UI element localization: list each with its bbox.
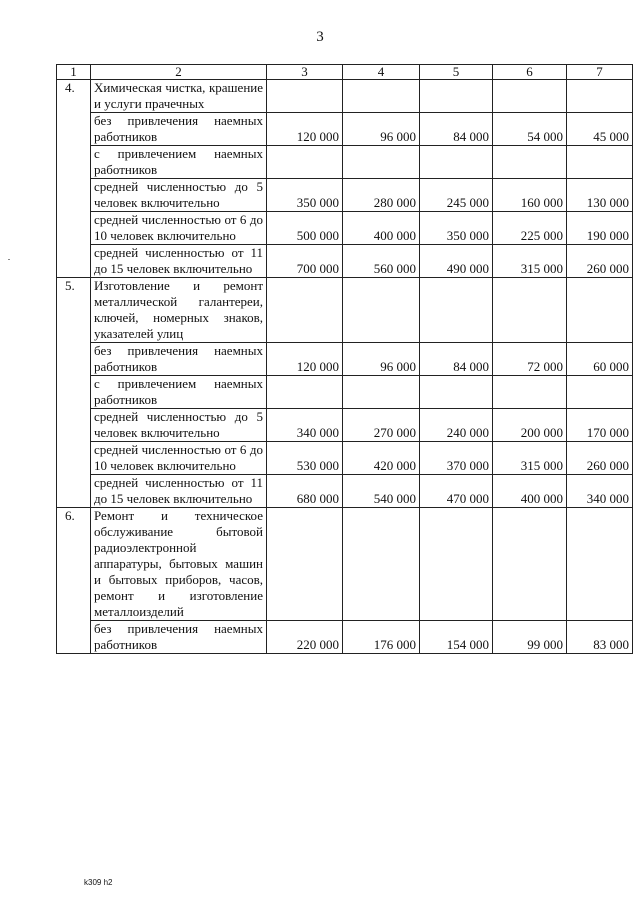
table-row — [57, 376, 633, 409]
section-index: 5. — [57, 278, 91, 508]
rate-value: 500 000 — [267, 212, 343, 245]
rate-value: 350 000 — [267, 179, 343, 212]
rate-value: 400 000 — [343, 212, 420, 245]
rate-value: 83 000 — [567, 621, 633, 654]
rate-value — [493, 146, 567, 179]
row-label: средней численностью от 11 до 15 человек включительно — [91, 475, 267, 508]
rate-value: 190 000 — [567, 212, 633, 245]
empty-cell — [493, 80, 567, 113]
column-number: 5 — [420, 65, 493, 80]
rate-value: 96 000 — [343, 113, 420, 146]
rate-value: 315 000 — [493, 442, 567, 475]
rate-value: 350 000 — [420, 212, 493, 245]
row-label: с привлечением наемных работников — [91, 376, 267, 409]
empty-cell — [343, 508, 420, 621]
empty-cell — [420, 508, 493, 621]
column-number: 4 — [343, 65, 420, 80]
empty-cell — [267, 278, 343, 343]
column-number: 6 — [493, 65, 567, 80]
row-label: с привлечением наемных работников — [91, 146, 267, 179]
rate-value: 220 000 — [267, 621, 343, 654]
table-row — [57, 409, 633, 442]
rate-value: 72 000 — [493, 343, 567, 376]
row-label: средней численностью от 11 до 15 человек включительно — [91, 245, 267, 278]
rate-value — [343, 376, 420, 409]
rate-value: 200 000 — [493, 409, 567, 442]
row-label: без привлечения наемных работников — [91, 621, 267, 654]
table-row — [57, 212, 633, 245]
rates-table — [56, 64, 633, 654]
rate-value: 176 000 — [343, 621, 420, 654]
rate-value: 160 000 — [493, 179, 567, 212]
empty-cell — [267, 508, 343, 621]
margin-mark — [8, 259, 10, 260]
rate-value — [493, 376, 567, 409]
row-label: без привлечения наемных работников — [91, 343, 267, 376]
rate-value: 270 000 — [343, 409, 420, 442]
rate-value: 130 000 — [567, 179, 633, 212]
empty-cell — [567, 278, 633, 343]
empty-cell — [567, 80, 633, 113]
rate-value: 120 000 — [267, 343, 343, 376]
empty-cell — [343, 80, 420, 113]
rate-value: 470 000 — [420, 475, 493, 508]
rate-value: 54 000 — [493, 113, 567, 146]
rate-value: 260 000 — [567, 442, 633, 475]
rate-value — [420, 146, 493, 179]
column-number: 7 — [567, 65, 633, 80]
rate-value: 260 000 — [567, 245, 633, 278]
rate-value — [267, 376, 343, 409]
rate-value: 154 000 — [420, 621, 493, 654]
column-number: 3 — [267, 65, 343, 80]
rate-value: 490 000 — [420, 245, 493, 278]
section-title: Химическая чистка, крашение и услуги прачечных — [91, 80, 267, 113]
rate-value: 240 000 — [420, 409, 493, 442]
empty-cell — [343, 278, 420, 343]
table-row — [57, 113, 633, 146]
rate-value: 340 000 — [567, 475, 633, 508]
rate-value — [267, 146, 343, 179]
empty-cell — [420, 80, 493, 113]
section-index: 4. — [57, 80, 91, 278]
table-row — [57, 442, 633, 475]
section-title-row — [57, 278, 633, 343]
empty-cell — [493, 278, 567, 343]
rate-value — [567, 146, 633, 179]
section-title-row — [57, 508, 633, 621]
empty-cell — [567, 508, 633, 621]
rate-value — [343, 146, 420, 179]
rate-value: 420 000 — [343, 442, 420, 475]
column-number: 2 — [91, 65, 267, 80]
row-label: средней численностью от 6 до 10 человек включительно — [91, 442, 267, 475]
section-title: Изготовление и ремонт металлической галантереи, ключей, номерных знаков, указателей улиц — [91, 278, 267, 343]
rate-value: 700 000 — [267, 245, 343, 278]
page-number: 3 — [316, 29, 324, 45]
row-label: средней численностью от 6 до 10 человек включительно — [91, 212, 267, 245]
rate-value: 60 000 — [567, 343, 633, 376]
table-row — [57, 245, 633, 278]
rate-value: 225 000 — [493, 212, 567, 245]
column-number: 1 — [57, 65, 91, 80]
rate-value: 96 000 — [343, 343, 420, 376]
empty-cell — [420, 278, 493, 343]
section-title: Ремонт и техническое обслуживание бытовой радиоэлектронной аппаратуры, бытовых машин и бытовых приборов, часов, ремонт и изготовление металлоизделий — [91, 508, 267, 621]
rate-value — [567, 376, 633, 409]
column-number-row — [57, 65, 633, 80]
rate-value: 45 000 — [567, 113, 633, 146]
document-code: k309 h2 — [84, 878, 113, 887]
rate-value — [420, 376, 493, 409]
rate-value: 315 000 — [493, 245, 567, 278]
rate-value: 530 000 — [267, 442, 343, 475]
rate-value: 370 000 — [420, 442, 493, 475]
table-row — [57, 343, 633, 376]
rate-value: 540 000 — [343, 475, 420, 508]
rate-value: 84 000 — [420, 113, 493, 146]
section-index: 6. — [57, 508, 91, 654]
empty-cell — [493, 508, 567, 621]
row-label: средней численностью до 5 человек включительно — [91, 179, 267, 212]
row-label: средней численностью до 5 человек включительно — [91, 409, 267, 442]
rate-value: 400 000 — [493, 475, 567, 508]
rate-value: 340 000 — [267, 409, 343, 442]
table-row — [57, 179, 633, 212]
row-label: без привлечения наемных работников — [91, 113, 267, 146]
rate-value: 170 000 — [567, 409, 633, 442]
table-row — [57, 621, 633, 654]
rate-value: 245 000 — [420, 179, 493, 212]
rate-value: 84 000 — [420, 343, 493, 376]
rate-value: 120 000 — [267, 113, 343, 146]
empty-cell — [267, 80, 343, 113]
section-title-row — [57, 80, 633, 113]
rate-value: 680 000 — [267, 475, 343, 508]
rate-value: 280 000 — [343, 179, 420, 212]
rate-value: 99 000 — [493, 621, 567, 654]
rate-value: 560 000 — [343, 245, 420, 278]
table-row — [57, 475, 633, 508]
table-row — [57, 146, 633, 179]
